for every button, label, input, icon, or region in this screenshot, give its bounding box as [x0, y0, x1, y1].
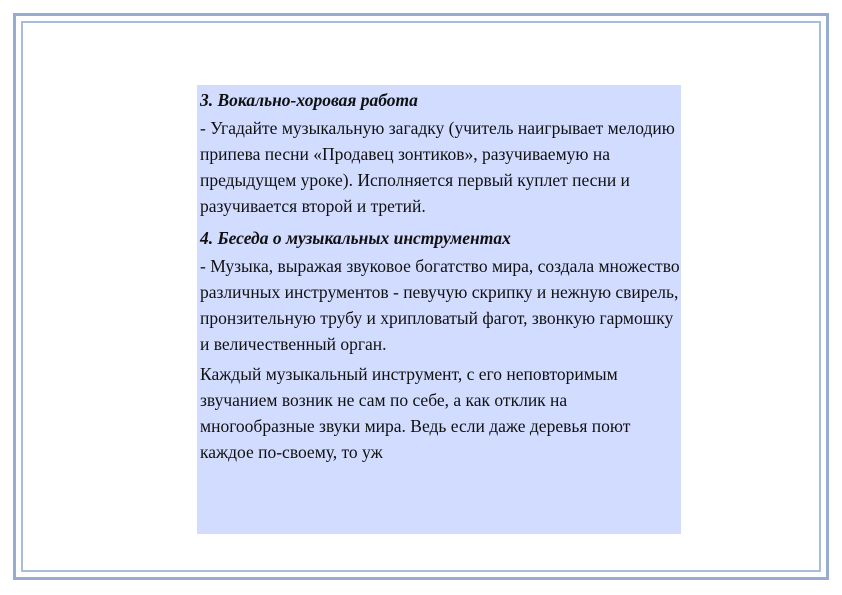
- section-3-paragraph-1: - Угадайте музыкальную загадку (учитель наигрывает мелодию припева песни «Продавец зонтиков», разучиваемую на предыдущем уроке). Исполняется первый куплет песни и разучивается второй и третий.: [200, 118, 675, 216]
- section-3-heading: 3. Вокально-хоровая работа: [200, 90, 418, 110]
- text-panel: [197, 85, 681, 534]
- section-4-heading: 4. Беседа о музыкальных инструментах: [200, 228, 511, 248]
- section-4-paragraph-1: - Музыка, выражая звуковое богатство мира, создала множество различных инструментов - певучую скрипку и нежную свирель, пронзительную трубу и хрипловатый фагот, звонкую гармошку и величественный орган.: [200, 256, 680, 354]
- section-4-paragraph-2: Каждый музыкальный инструмент, с его неповторимым звучанием возник не сам по себе, а как отклик на многообразные звуки мира. Ведь если даже деревья поют каждое по-своему, то уж: [200, 364, 631, 462]
